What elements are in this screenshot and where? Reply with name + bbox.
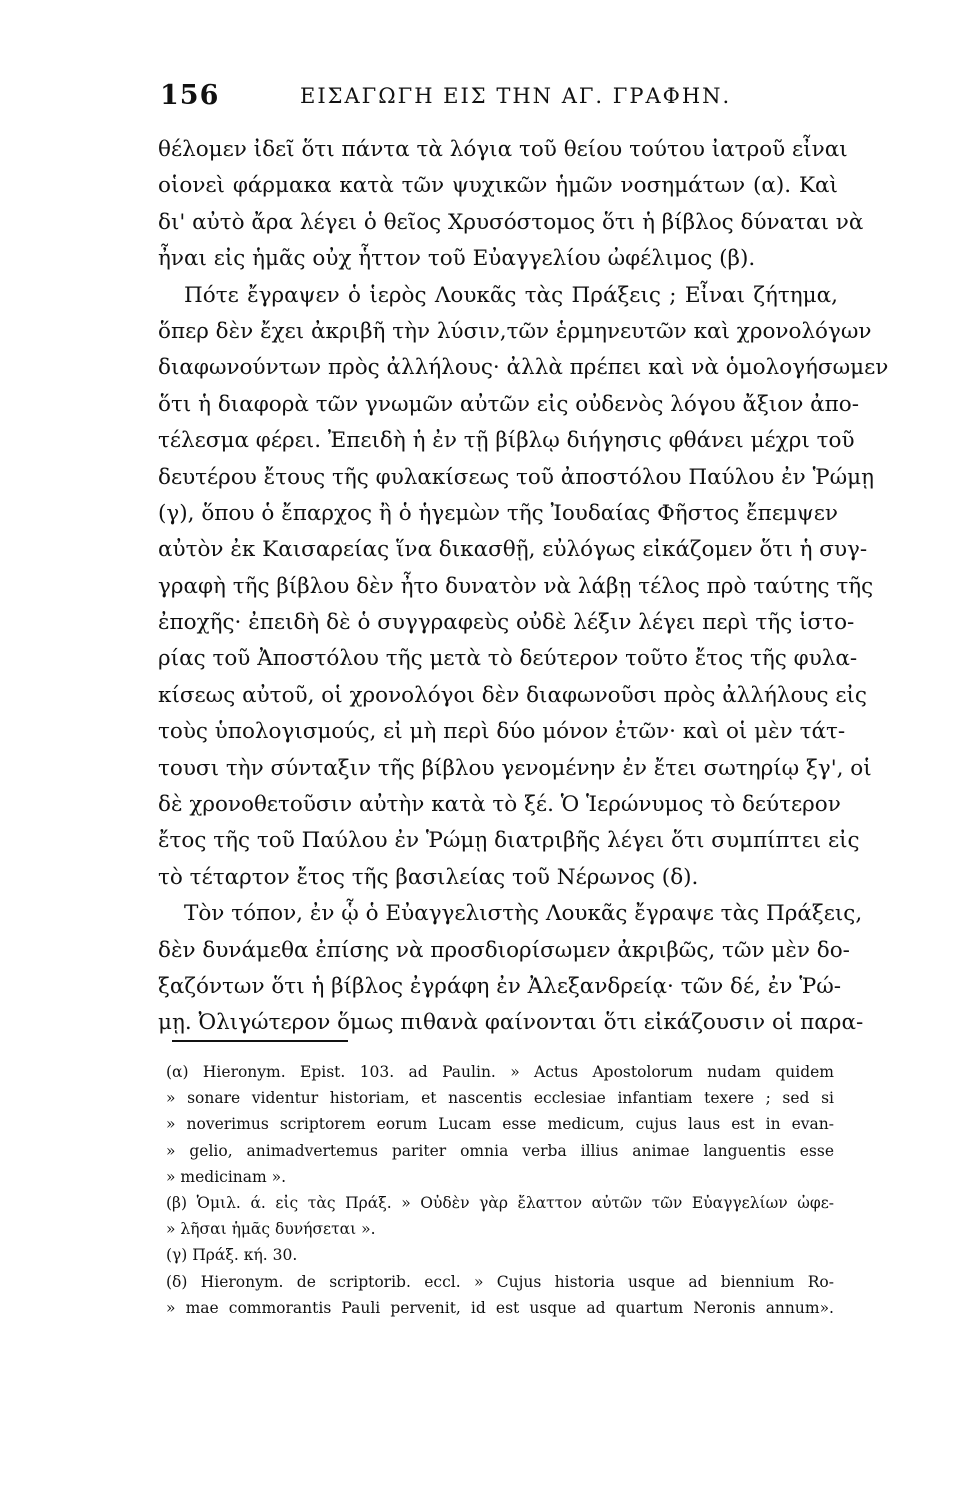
text-line: γραφὴ τῆς βίβλου δὲν ἦτο δυνατὸν νὰ λάβῃ τέλος πρὸ ταύτης τῆς [158, 573, 874, 599]
footnote-line: » gelio, animadvertemus pariter omnia verba illius animae languentis esse [166, 1141, 834, 1160]
text-line: οἱονεὶ φάρμακα κατὰ τῶν ψυχικῶν ἡμῶν νοσημάτων (α). Καὶ [158, 173, 838, 199]
footnote-line: (β) Ὁμιλ. ά. εἰς τὰς Πράξ. » Οὐδὲν γὰρ ἔλαττον αὐτῶν τῶν Εὐαγγελίων ὠφε- [166, 1193, 834, 1212]
footnote-line: (γ) Πράξ. κή. 30. [166, 1246, 298, 1265]
text-line: δευτέρου ἔτους τῆς φυλακίσεως τοῦ ἀποστόλου Παύλου ἐν Ῥώμῃ [158, 464, 874, 490]
text-line: τὸ τέταρτον ἔτος τῆς βασιλείας τοῦ Νέρωνος (δ). [158, 864, 699, 890]
text-line: τουσι τὴν σύνταξιν τῆς βίβλου γενομένην ἐν ἔτει σωτηρίῳ ξγ', οἱ [158, 755, 872, 781]
text-line: ὅπερ δὲν ἔχει ἀκριβῆ τὴν λύσιν,τῶν ἑρμηνευτῶν καὶ χρονολόγων [158, 318, 872, 344]
footnote-line: » sonare videntur historiam, et nascentis ecclesiae infantiam texere ; sed si [166, 1089, 834, 1108]
page-number: 156 [160, 80, 220, 111]
text-line: δὲ χρονοθετοῦσιν αὐτὴν κατὰ τὸ ξέ. Ὁ Ἱερώνυμος τὸ δεύτερον [158, 792, 841, 818]
text-line: τοὺς ὑπολογισμούς, εἰ μὴ περὶ δύο μόνον ἐτῶν· καὶ οἱ μὲν τάτ- [158, 719, 846, 745]
text-line: (γ), ὅπου ὁ ἔπαρχος ἢ ὁ ἡγεμὼν τῆς Ἰουδαίας Φῆστος ἔπεμψεν [158, 500, 838, 526]
footnote-line: (α) Hieronym. Epist. 103. ad Paulin. » Actus Apostolorum nudam quidem [166, 1063, 834, 1081]
text-line: κίσεως αὐτοῦ, οἱ χρονολόγοι δὲν διαφωνοῦσι πρὸς ἀλλήλους εἰς [158, 682, 867, 708]
text-line: θέλομεν ἰδεῖ ὅτι πάντα τὰ λόγια τοῦ θείου τούτου ἰατροῦ εἶναι [158, 137, 848, 162]
text-line: διαφωνούντων πρὸς ἀλλήλους· ἀλλὰ πρέπει καὶ νὰ ὁμολογήσωμεν [158, 355, 889, 381]
footnote-line: » medicinam ». [166, 1167, 287, 1186]
text-line: ἦναι εἰς ἡμᾶς οὐχ ἧττον τοῦ Εὐαγγελίου ὠφέλιμος (β). [158, 246, 756, 272]
footnote-line: » noverimus scriptorem eorum Lucam esse medicum, cujus laus est in evan- [166, 1115, 834, 1134]
running-head [160, 80, 850, 120]
text-line: αὐτὸν ἐκ Καισαρείας ἵνα δικασθῇ, εὐλόγως εἰκάζομεν ὅτι ἡ συγ- [158, 537, 868, 563]
text-line: μῃ. Ὀλιγώτερον ὅμως πιθανὰ φαίνονται ὅτι εἰκάζουσιν οἱ παρα- [158, 1010, 864, 1036]
footnote-line: (δ) Hieronym. de scriptorib. eccl. » Cujus historia usque ad biennium Ro- [166, 1272, 834, 1291]
footnote-divider [172, 1040, 348, 1042]
text-line: δι' αὐτὸ ἄρα λέγει ὁ θεῖος Χρυσόστομος ὅτι ἡ βίβλος δύναται νὰ [158, 209, 864, 235]
text-line: ξαζόντων ὅτι ἡ βίβλος ἐγράφη ἐν Ἀλεξανδρείᾳ· τῶν δέ, ἐν Ῥώ- [158, 973, 842, 999]
text-line: Πότε ἔγραψεν ὁ ἱερὸς Λουκᾶς τὰς Πράξεις ; Εἶναι ζήτημα, [184, 282, 838, 308]
footnotes [166, 1059, 834, 1321]
text-line: δὲν δυνάμεθα ἐπίσης νὰ προσδιορίσωμεν ἀκριβῶς, τῶν μὲν δο- [158, 937, 850, 963]
main-text [158, 132, 889, 1042]
text-line: Τὸν τόπον, ἐν ᾧ ὁ Εὐαγγελιστὴς Λουκᾶς ἔγραψε τὰς Πράξεις, [184, 901, 863, 927]
text-line: ἔτος τῆς τοῦ Παύλου ἐν Ῥώμῃ διατριβῆς λέγει ὅτι συμπίπτει εἰς [158, 828, 860, 854]
text-line: ρίας τοῦ Ἀποστόλου τῆς μετὰ τὸ δεύτερον τοῦτο ἔτος τῆς φυλα- [158, 646, 858, 672]
footnote-line: » mae commorantis Pauli pervenit, id est usque ad quartum Neronis annum». [166, 1298, 834, 1317]
text-line: τέλεσμα φέρει. Ἐπειδὴ ἡ ἐν τῇ βίβλῳ διήγησις φθάνει μέχρι τοῦ [158, 428, 855, 454]
text-line: ὅτι ἡ διαφορὰ τῶν γνωμῶν αὐτῶν εἰς οὐδενὸς λόγου ἄξιον ἀπο- [158, 391, 860, 417]
text-line: ἐποχῆς· ἐπειδὴ δὲ ὁ συγγραφεὺς οὐδὲ λέξιν λέγει περὶ τῆς ἱστο- [158, 610, 855, 636]
footnote-line: » λῆσαι ἡμᾶς δυνήσεται ». [166, 1220, 376, 1239]
running-title: ΕΙΣΑΓΩΓΗ ΕΙΣ ΤΗΝ ΑΓ. ΓΡΑΦΗΝ. [300, 84, 732, 108]
